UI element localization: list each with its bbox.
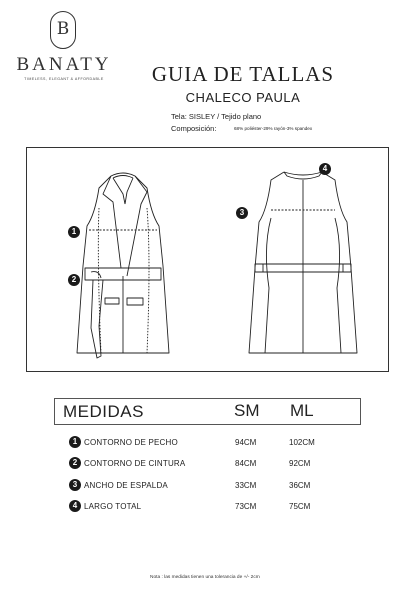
row-number: 1 — [69, 436, 81, 448]
column-sm: SM — [234, 401, 260, 420]
row-label: ANCHO DE ESPALDA — [84, 481, 168, 490]
brand-name: BANATY — [16, 54, 112, 75]
row-ml-value: 36CM — [289, 481, 311, 490]
marker-3: 3 — [236, 207, 248, 219]
brand-monogram — [50, 11, 76, 49]
brand-tagline: TIMELESS, ELEGANT & AFFORDABLE — [24, 77, 104, 81]
marker-4: 4 — [319, 163, 331, 175]
vest-drawings — [27, 148, 390, 373]
composition-value: 68% poliéster-29% rayón-3% spandex — [234, 126, 313, 131]
row-ml-value: 75CM — [289, 502, 311, 511]
row-ml-value: 102CM — [289, 438, 315, 447]
product-name: CHALECO PAULA — [185, 90, 301, 105]
page-title: GUIA DE TALLAS — [151, 62, 335, 86]
row-number: 2 — [69, 457, 81, 469]
row-number: 3 — [69, 479, 81, 491]
vest-back-drawing — [249, 172, 357, 353]
monogram-letter: B — [56, 19, 70, 39]
row-sm-value: 33CM — [235, 481, 257, 490]
row-sm-value: 84CM — [235, 459, 257, 468]
row-label: LARGO TOTAL — [84, 502, 142, 511]
composition-label: Composición: — [171, 124, 217, 133]
garment-diagram — [26, 147, 389, 372]
row-sm-value: 94CM — [235, 438, 257, 447]
row-ml-value: 92CM — [289, 459, 311, 468]
tolerance-note: Nota : las medidas tienen una tolerancia de +/- 2cm — [150, 575, 260, 580]
column-ml: ML — [290, 401, 314, 420]
row-label: CONTORNO DE PECHO — [84, 438, 178, 447]
row-label: CONTORNO DE CINTURA — [84, 459, 186, 468]
row-sm-value: 73CM — [235, 502, 257, 511]
vest-front-drawing — [77, 173, 169, 358]
table-header-label: MEDIDAS — [63, 402, 144, 421]
marker-1: 1 — [68, 226, 80, 238]
fabric-info: Tela: SISLEY / Tejido plano — [171, 112, 262, 121]
row-number: 4 — [69, 500, 81, 512]
marker-2: 2 — [68, 274, 80, 286]
